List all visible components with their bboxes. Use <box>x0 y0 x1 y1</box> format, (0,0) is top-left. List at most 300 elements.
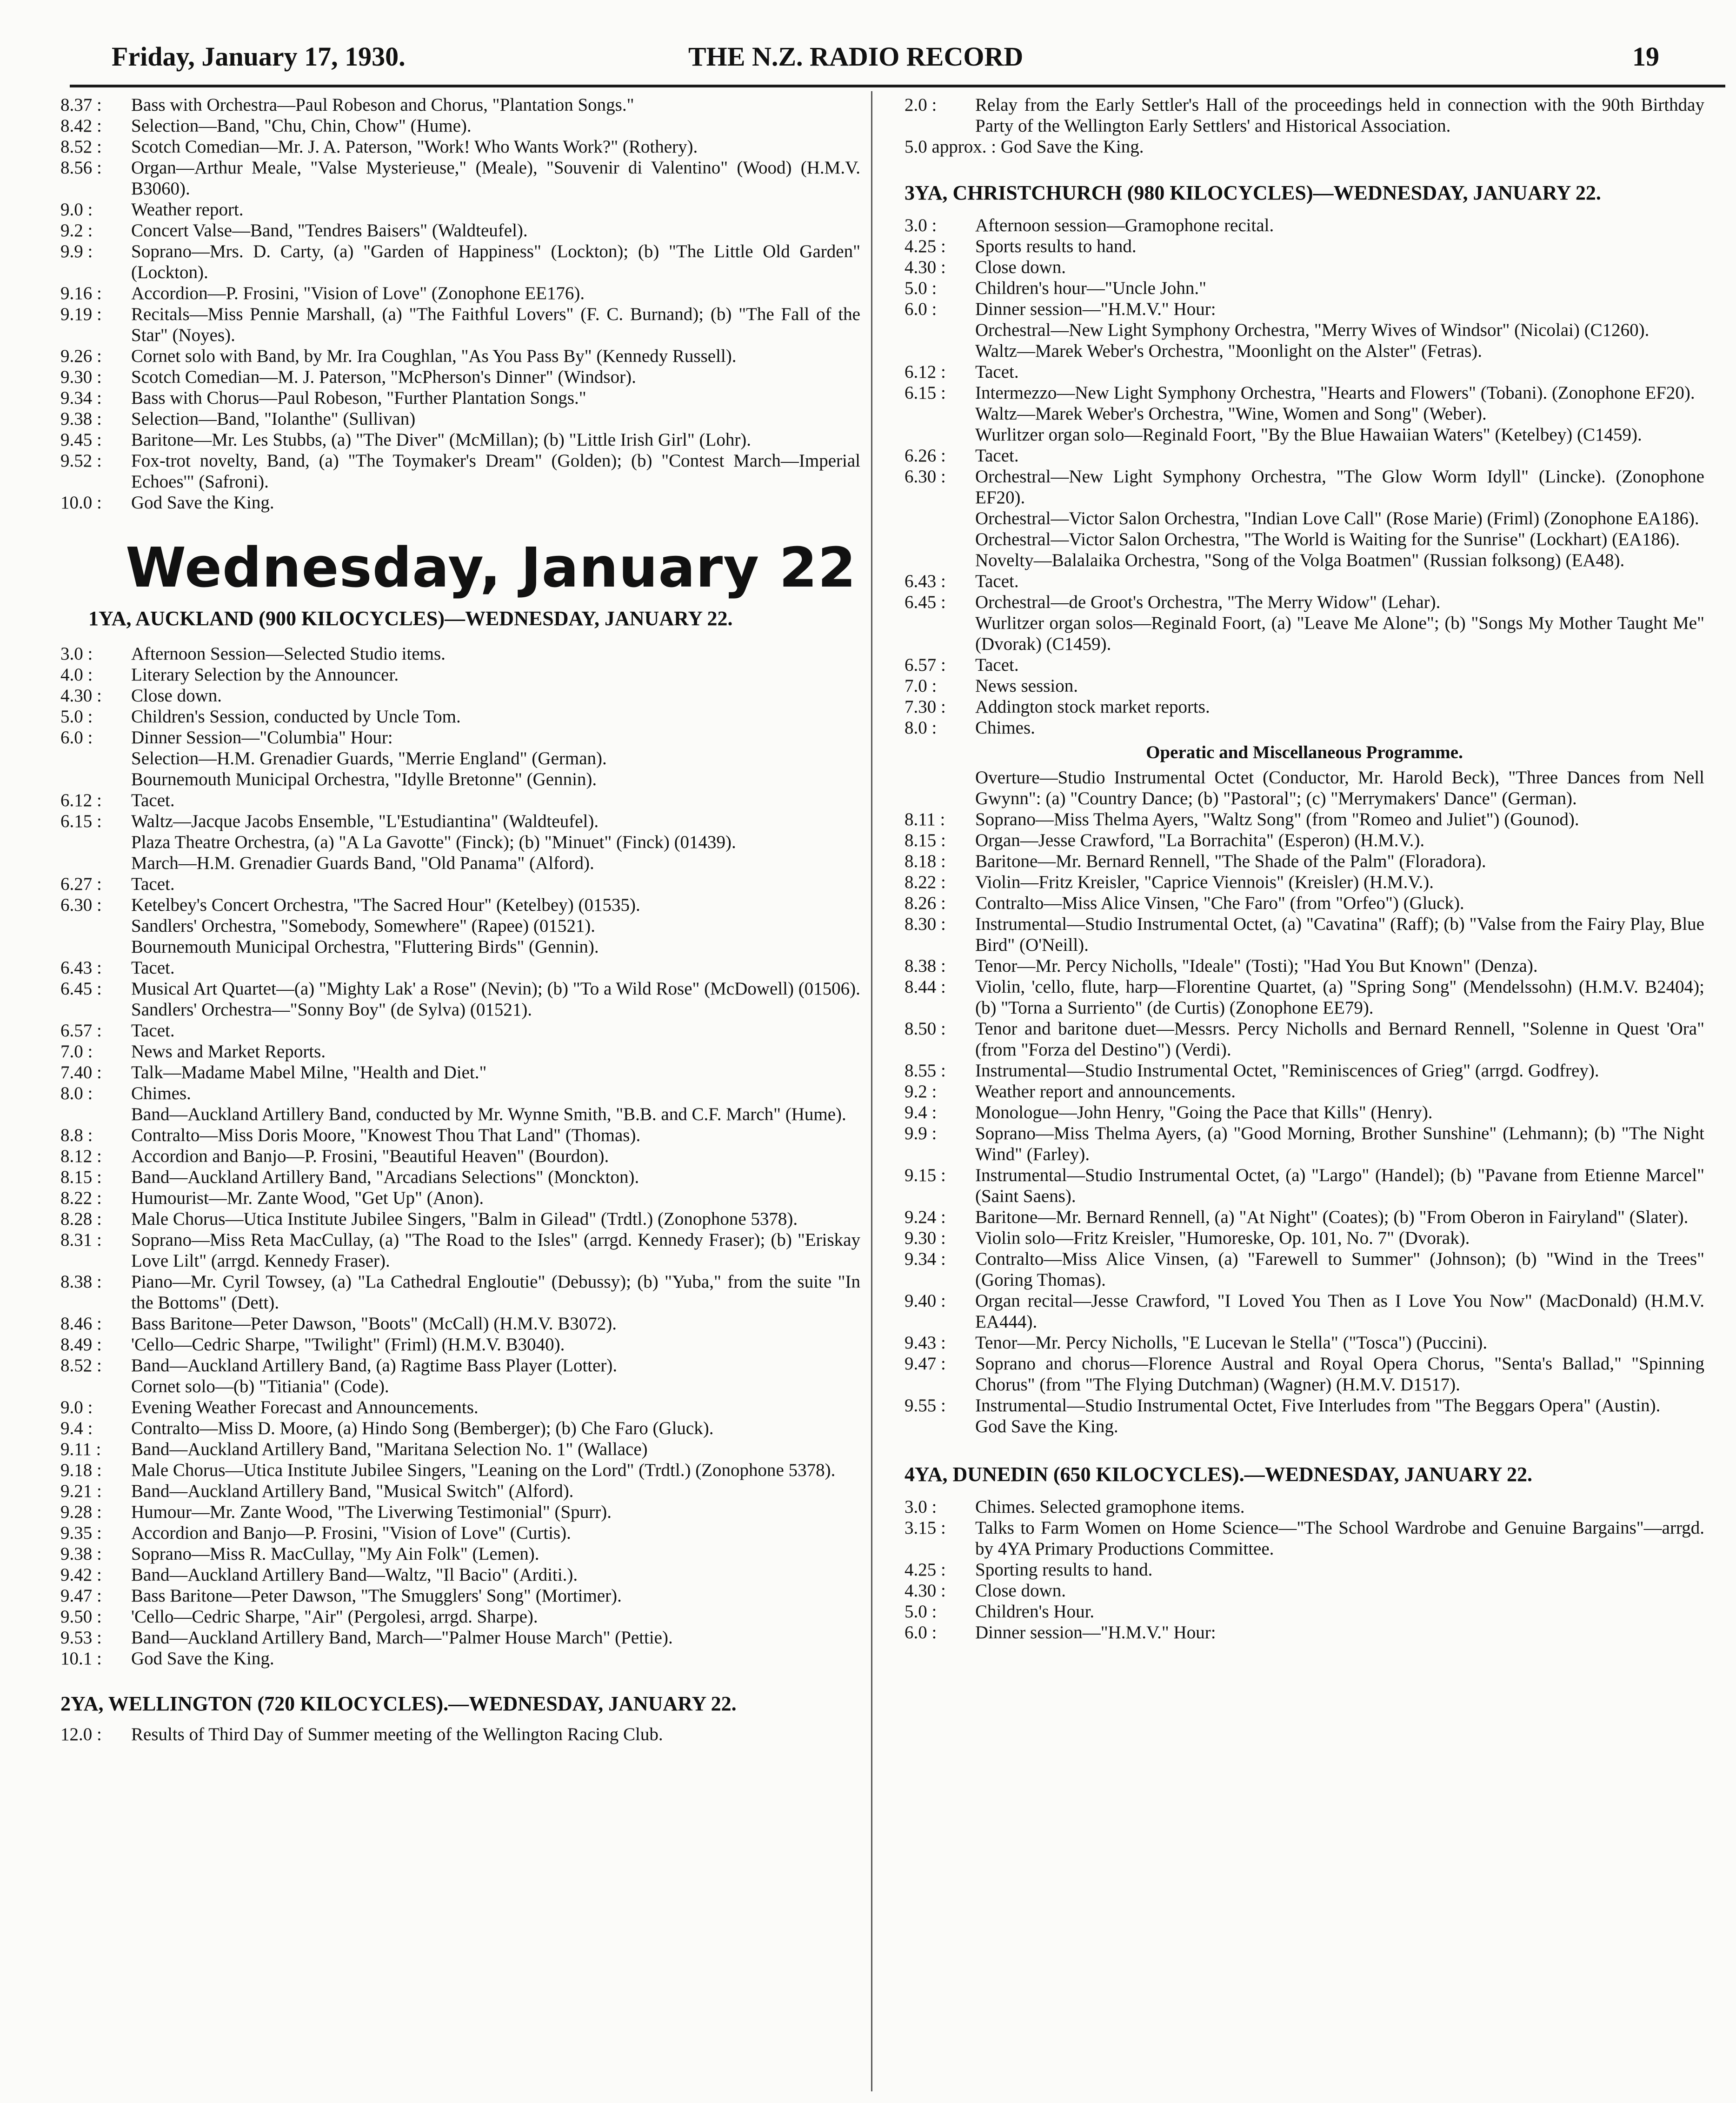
entry-description: Addington stock market reports. <box>975 697 1210 717</box>
programme-entry <box>905 382 1704 403</box>
entry-description: News session. <box>975 676 1078 696</box>
entry-time: 6.12 : <box>905 362 946 382</box>
entry-time: 6.57 : <box>60 1021 102 1041</box>
entry-time: 9.30 : <box>60 367 102 387</box>
programme-entry <box>60 790 860 811</box>
programme-entry <box>60 1397 860 1418</box>
entry-time: 8.49 : <box>60 1335 102 1355</box>
programme-entry <box>60 1083 860 1104</box>
programme-entry <box>905 696 1704 717</box>
entry-description: Waltz—Marek Weber's Orchestra, "Moonlight on the Alster" (Fetras). <box>975 341 1483 361</box>
entry-time: 9.9 : <box>905 1123 937 1143</box>
entry-time: 9.28 : <box>60 1502 102 1522</box>
entry-time: 6.30 : <box>905 467 946 487</box>
entry-time: 9.2 : <box>60 220 93 240</box>
programme-entry <box>905 361 1704 382</box>
programme-entry <box>905 466 1704 508</box>
entry-description: Close down. <box>975 1581 1066 1601</box>
entry-description: Orchestral—New Light Symphony Orchestra, "Merry Wives of Windsor" (Nicolai) (C1260). <box>975 320 1650 340</box>
entry-description: Tacet. <box>131 790 175 810</box>
entry-time: 6.26 : <box>905 446 946 466</box>
programme-entry <box>60 283 860 304</box>
programme-entry <box>60 1502 860 1522</box>
christchurch-heading: 3YA, CHRISTCHURCH (980 KILOCYCLES)—WEDNESDAY, JANUARY 22. <box>905 181 1601 204</box>
programme-entry <box>905 976 1704 1018</box>
entry-time: 9.21 : <box>60 1481 102 1501</box>
entry-time: 9.18 : <box>60 1460 102 1480</box>
entry-description: Cornet solo—(b) "Titiania" (Code). <box>131 1376 389 1396</box>
entry-description: Fox-trot novelty, Band, (a) "The Toymaker's Dream" (Golden); (b) "Contest March—Imperial Echoes'" (Safroni). <box>131 451 860 492</box>
programme-entry <box>905 278 1704 299</box>
entry-time: 9.19 : <box>60 304 102 324</box>
entry-description: Baritone—Mr. Bernard Rennell, (a) "At Night" (Coates); (b) "From Oberon in Fairyland" (Slater). <box>975 1207 1689 1227</box>
programme-entry <box>60 346 860 367</box>
entry-time: 8.15 : <box>60 1167 102 1187</box>
programme-entry <box>60 1543 860 1564</box>
entry-description: God Save the King. <box>975 1416 1118 1436</box>
entry-description: Violin—Fritz Kreisler, "Caprice Viennois" (Kreisler) (H.M.V.). <box>975 872 1434 892</box>
entry-description: Wurlitzer organ solo—Reginald Foort, "By the Blue Hawaiian Waters" (Ketelbey) (C1459). <box>975 425 1642 445</box>
programme-entry <box>905 830 1704 851</box>
entry-description: Instrumental—Studio Instrumental Octet, (a) "Cavatina" (Raff); (b) "Valse from the Fairy Play, Blue Bird" (O'Neill). <box>975 914 1704 955</box>
entry-time: 4.30 : <box>905 1581 946 1601</box>
entry-time: 10.0 : <box>60 493 102 513</box>
programme-entry <box>60 408 860 429</box>
entry-time <box>60 853 131 874</box>
entry-time: 9.38 : <box>60 1544 102 1564</box>
entry-time: 9.34 : <box>905 1249 946 1269</box>
entry-description: Orchestral—Victor Salon Orchestra, "Indian Love Call" (Rose Marie) (Friml) (Zonophone EA186). <box>975 508 1699 528</box>
christchurch-subheading: Operatic and Miscellaneous Programme. <box>1146 742 1463 762</box>
entry-time: 9.16 : <box>60 283 102 303</box>
entry-description: Baritone—Mr. Bernard Rennell, "The Shade of the Palm" (Floradora). <box>975 851 1486 871</box>
programme-entry <box>60 115 860 136</box>
entry-time <box>60 936 131 957</box>
entry-time: 9.55 : <box>905 1395 946 1415</box>
programme-entry <box>60 1313 860 1334</box>
programme-entry <box>905 1622 1704 1643</box>
entry-description: Sporting results to hand. <box>975 1560 1153 1580</box>
wellington-close: 5.0 approx. : God Save the King. <box>905 137 1144 157</box>
entry-time: 6.0 : <box>905 299 937 319</box>
entry-time: 9.4 : <box>60 1418 93 1438</box>
entry-description: Soprano—Miss R. MacCullay, "My Ain Folk" (Lemen). <box>131 1544 539 1564</box>
entry-time: 4.25 : <box>905 1560 946 1580</box>
entry-description: Contralto—Miss Alice Vinsen, (a) "Farewell to Summer" (Johnson); (b) "Wind in the Trees" (Goring Thomas). <box>975 1249 1704 1290</box>
entry-time <box>905 340 975 361</box>
programme-entry <box>905 1496 1704 1517</box>
programme-entry <box>905 257 1704 278</box>
entry-description: Monologue—John Henry, "Going the Pace that Kills" (Henry). <box>975 1102 1433 1122</box>
entry-description: Soprano—Mrs. D. Carty, (a) "Garden of Happiness" (Lockton); (b) "The Little Old Garden" (Lockton). <box>131 241 860 282</box>
programme-entry <box>60 853 860 874</box>
programme-entry <box>60 1606 860 1627</box>
entry-description: Instrumental—Studio Instrumental Octet, "Reminiscences of Grieg" (arrgd. Godfrey). <box>975 1061 1599 1081</box>
entry-description: Recitals—Miss Pennie Marshall, (a) "The Faithful Lovers" (F. C. Burnand); (b) "The Fall of the Star" (Noyes). <box>131 304 860 345</box>
programme-entry <box>60 895 860 915</box>
entry-time <box>905 320 975 340</box>
entry-time: 6.15 : <box>60 811 102 831</box>
entry-description: Instrumental—Studio Instrumental Octet, (a) "Largo" (Handel); (b) "Pavane from Etienne Marcel" (Saint Saens). <box>975 1165 1704 1206</box>
programme-entry <box>905 1353 1704 1395</box>
programme-entry <box>905 717 1704 738</box>
programme-entry <box>60 1208 860 1229</box>
programme-entry <box>905 767 1704 809</box>
entry-time: 7.40 : <box>60 1062 102 1082</box>
programme-entry <box>60 1460 860 1481</box>
entry-time <box>905 550 975 571</box>
programme-entry <box>905 571 1704 592</box>
entry-description: Baritone—Mr. Les Stubbs, (a) "The Diver" (McMillan); (b) "Little Irish Girl" (Lohr). <box>131 430 752 450</box>
programme-entry <box>60 1481 860 1502</box>
entry-time: 9.4 : <box>905 1102 937 1122</box>
programme-entry <box>60 1062 860 1083</box>
programme-entry <box>60 874 860 895</box>
entry-time: 9.15 : <box>905 1165 946 1185</box>
entry-time: 8.38 : <box>60 1272 102 1292</box>
programme-entry <box>905 508 1704 529</box>
entry-time: 5.0 : <box>905 278 937 298</box>
programme-entry <box>60 367 860 387</box>
programme-entry <box>60 936 860 957</box>
entry-description: Selection—H.M. Grenadier Guards, "Merrie England" (German). <box>131 748 607 768</box>
entry-time: 8.56 : <box>60 158 102 178</box>
entry-description: Bass Baritone—Peter Dawson, "Boots" (McCall) (H.M.V. B3072). <box>131 1314 617 1334</box>
entry-description: Soprano—Miss Reta MacCullay, (a) "The Road to the Isles" (arrgd. Kennedy Fraser); (b) "Eriskay Love Lilt" (arrgd. Kennedy Fraser). <box>131 1230 860 1271</box>
entry-time <box>60 1376 131 1397</box>
page-number: 19 <box>1632 41 1659 72</box>
entry-time: 6.43 : <box>905 571 946 591</box>
publication-title: THE N.Z. RADIO RECORD <box>688 41 1024 72</box>
programme-entry <box>60 706 860 727</box>
entry-description: Orchestral—de Groot's Orchestra, "The Merry Widow" (Lehar). <box>975 592 1441 612</box>
programme-entry <box>905 914 1704 955</box>
programme-entry <box>905 1228 1704 1248</box>
programme-entry <box>60 915 860 936</box>
entry-time: 8.50 : <box>905 1019 946 1039</box>
programme-entry <box>905 613 1704 654</box>
programme-entry <box>905 809 1704 830</box>
entry-description: Sandlers' Orchestra, "Somebody, Somewhere" (Rapee) (01521). <box>131 916 596 936</box>
programme-entry <box>905 1517 1704 1559</box>
programme-entry <box>60 1229 860 1271</box>
entry-time: 5.0 : <box>60 707 93 727</box>
entry-time: 6.45 : <box>905 592 946 612</box>
entry-time <box>905 424 975 445</box>
programme-entry <box>60 157 860 199</box>
programme-entry <box>905 1580 1704 1601</box>
entry-time: 8.8 : <box>60 1125 93 1145</box>
entry-time: 6.30 : <box>60 895 102 915</box>
entry-time: 6.43 : <box>60 958 102 978</box>
programme-entry <box>905 1416 1704 1437</box>
entry-description: Tenor—Mr. Percy Nicholls, "Ideale" (Tosti); "Had You But Known" (Denza). <box>975 956 1538 976</box>
entry-time: 2.0 : <box>905 95 937 115</box>
page-header <box>112 41 1708 78</box>
programme-entry <box>905 675 1704 696</box>
wellington-programme-cont <box>905 94 1704 136</box>
entry-description: Scotch Comedian—M. J. Paterson, "McPherson's Dinner" (Windsor). <box>131 367 636 387</box>
programme-entry <box>905 1395 1704 1416</box>
entry-description: Children's hour—"Uncle John." <box>975 278 1207 298</box>
entry-time: 6.45 : <box>60 979 102 999</box>
entry-description: Violin, 'cello, flute, harp—Florentine Quartet, (a) "Spring Song" (Mendelssohn) (H.M.V. B2404); (b) "Torna a Surriento" (de Curtis) (Zonophone EE79). <box>975 977 1704 1018</box>
entry-time: 3.0 : <box>905 1497 937 1517</box>
entry-description: Overture—Studio Instrumental Octet (Conductor, Mr. Harold Beck), "Three Dances from Nell Gwynn": (a) "Country Dance; (b) "Pastoral"; (c) "Merrymakers' Dance" (German). <box>975 768 1704 808</box>
entry-description: Violin solo—Fritz Kreisler, "Humoreske, Op. 101, No. 7" (Dvorak). <box>975 1228 1470 1248</box>
entry-time: 7.0 : <box>905 676 937 696</box>
christchurch-programme <box>905 215 1704 738</box>
programme-entry <box>905 215 1704 236</box>
entry-description: Organ recital—Jesse Crawford, "I Loved You Then as I Love You Now" (MacDonald) (H.M.V. EA444). <box>975 1291 1704 1332</box>
entry-description: Afternoon Session—Selected Studio items. <box>131 644 446 664</box>
programme-entry <box>60 199 860 220</box>
entry-time: 9.2 : <box>905 1082 937 1102</box>
entry-description: Contralto—Miss Doris Moore, "Knowest Thou That Land" (Thomas). <box>131 1125 641 1145</box>
entry-time: 8.0 : <box>905 718 937 738</box>
entry-description: Waltz—Marek Weber's Orchestra, "Wine, Women and Song" (Weber). <box>975 404 1487 424</box>
entry-description: Close down. <box>975 257 1066 277</box>
entry-description: Waltz—Jacque Jacobs Ensemble, "L'Estudiantina" (Waldteufel). <box>131 811 599 831</box>
entry-time: 9.24 : <box>905 1207 946 1227</box>
entry-time <box>905 1416 975 1437</box>
entry-description: Organ—Jesse Crawford, "La Borrachita" (Esperon) (H.M.V.). <box>975 830 1425 850</box>
entry-description: Ketelbey's Concert Orchestra, "The Sacred Hour" (Ketelbey) (01535). <box>131 895 640 915</box>
entry-description: Band—Auckland Artillery Band—Waltz, "Il Bacio" (Arditi.). <box>131 1565 578 1585</box>
entry-time: 8.22 : <box>905 872 946 892</box>
entry-description: Bournemouth Municipal Orchestra, "Fluttering Birds" (Gennin). <box>131 937 599 957</box>
entry-description: Contralto—Miss Alice Vinsen, "Che Faro" (from "Orfeo") (Gluck). <box>975 893 1464 913</box>
entry-description: Tacet. <box>975 655 1019 675</box>
entry-description: Male Chorus—Utica Institute Jubilee Singers, "Balm in Gilead" (Trdtl.) (Zonophone 5378). <box>131 1209 798 1229</box>
entry-time: 8.18 : <box>905 851 946 871</box>
entry-description: Weather report. <box>131 200 244 220</box>
entry-description: Band—Auckland Artillery Band, March—"Palmer House March" (Pettie). <box>131 1628 673 1648</box>
header-rule <box>70 85 1725 87</box>
programme-entry <box>60 957 860 978</box>
programme-entry <box>60 1104 860 1125</box>
entry-time: 8.37 : <box>60 95 102 115</box>
entry-time <box>905 403 975 424</box>
entry-description: Bass with Chorus—Paul Robeson, "Further Plantation Songs." <box>131 388 586 408</box>
entry-description: Plaza Theatre Orchestra, (a) "A La Gavotte" (Finck); (b) "Minuet" (Finck) (01439). <box>131 832 736 852</box>
entry-time: 9.35 : <box>60 1523 102 1543</box>
entry-description: Orchestral—Victor Salon Orchestra, "The World is Waiting for the Sunrise" (Lockhart) (EA186). <box>975 529 1680 549</box>
programme-entry <box>905 955 1704 976</box>
programme-entry <box>60 1418 860 1439</box>
entry-description: Bass with Orchestra—Paul Robeson and Chorus, "Plantation Songs." <box>131 95 634 115</box>
programme-entry <box>60 241 860 283</box>
entry-description: Dinner session—"H.M.V." Hour: <box>975 299 1216 319</box>
programme-entry <box>60 1627 860 1648</box>
programme-entry <box>60 1334 860 1355</box>
column-divider <box>871 91 872 2091</box>
entry-time <box>60 769 131 790</box>
entry-time: 8.12 : <box>60 1146 102 1166</box>
entry-time: 9.0 : <box>60 1397 93 1417</box>
entry-description: God Save the King. <box>131 1649 274 1669</box>
entry-description: Afternoon session—Gramophone recital. <box>975 215 1274 235</box>
entry-time: 8.38 : <box>905 956 946 976</box>
programme-entry <box>905 893 1704 914</box>
programme-entry <box>60 978 860 999</box>
entry-time: 9.40 : <box>905 1291 946 1311</box>
left-column <box>60 94 860 1745</box>
programme-entry <box>905 403 1704 424</box>
programme-entry <box>60 1376 860 1397</box>
programme-entry <box>60 727 860 748</box>
entry-description: Tacet. <box>131 958 175 978</box>
entry-description: News and Market Reports. <box>131 1041 326 1062</box>
entry-description: Wurlitzer organ solos—Reginald Foort, (a) "Leave Me Alone"; (b) "Songs My Mother Taught Me" (Dvorak) (C1459). <box>975 613 1704 654</box>
programme-entry <box>905 1123 1704 1165</box>
entry-time: 8.42 : <box>60 116 102 136</box>
programme-entry <box>60 1146 860 1167</box>
programme-entry <box>905 94 1704 136</box>
programme-entry <box>60 492 860 513</box>
entry-time: 8.15 : <box>905 830 946 850</box>
programme-entry <box>60 387 860 408</box>
entry-description: Soprano—Miss Thelma Ayers, (a) "Good Morning, Brother Sunshine" (Lehmann); (b) "The Night Wind" (Farley). <box>975 1123 1704 1164</box>
entry-time: 9.47 : <box>905 1354 946 1374</box>
programme-entry <box>60 1439 860 1460</box>
wellington-heading: 2YA, WELLINGTON (720 KILOCYCLES).—WEDNESDAY, JANUARY 22. <box>60 1692 737 1715</box>
entry-time: 8.22 : <box>60 1188 102 1208</box>
programme-entry <box>905 529 1704 550</box>
entry-description: 'Cello—Cedric Sharpe, "Air" (Pergolesi, arrgd. Sharpe). <box>131 1607 538 1627</box>
entry-time: 9.50 : <box>60 1607 102 1627</box>
entry-time: 8.52 : <box>60 1355 102 1375</box>
entry-description: Selection—Band, "Iolanthe" (Sullivan) <box>131 409 416 429</box>
entry-time <box>60 999 131 1020</box>
entry-description: Novelty—Balalaika Orchestra, "Song of the Volga Boatmen" (Russian folksong) (EA48). <box>975 550 1625 570</box>
programme-entry <box>60 832 860 853</box>
entry-time: 8.26 : <box>905 893 946 913</box>
programme-entry <box>60 769 860 790</box>
entry-description: Cornet solo with Band, by Mr. Ira Coughlan, "As You Pass By" (Kennedy Russell). <box>131 346 737 366</box>
programme-entry <box>60 643 860 664</box>
entry-description: Musical Art Quartet—(a) "Mighty Lak' a Rose" (Nevin); (b) "To a Wild Rose" (McDowell) (01506). <box>131 979 860 999</box>
programme-entry <box>905 654 1704 675</box>
entry-description: Tacet. <box>975 571 1019 591</box>
programme-entry <box>905 1102 1704 1123</box>
entry-time: 8.11 : <box>905 809 945 829</box>
programme-entry <box>60 1585 860 1606</box>
programme-entry <box>60 999 860 1020</box>
programme-entry <box>905 1290 1704 1332</box>
entry-time: 10.1 : <box>60 1649 102 1669</box>
entry-time: 9.26 : <box>60 346 102 366</box>
entry-description: Chimes. Selected gramophone items. <box>975 1497 1245 1517</box>
entry-time: 6.15 : <box>905 383 946 403</box>
day-heading: Wednesday, January 22 <box>126 535 857 600</box>
entry-time: 6.57 : <box>905 655 946 675</box>
programme-entry <box>60 220 860 241</box>
auckland-programme <box>60 643 860 1669</box>
programme-entry <box>905 320 1704 340</box>
programme-entry <box>905 1060 1704 1081</box>
programme-entry <box>60 304 860 346</box>
entry-description: Accordion and Banjo—P. Frosini, "Vision of Love" (Curtis). <box>131 1523 571 1543</box>
entry-description: Children's Hour. <box>975 1602 1095 1622</box>
programme-entry <box>905 592 1704 613</box>
programme-entry <box>60 1355 860 1376</box>
entry-description: Bass Baritone—Peter Dawson, "The Smugglers' Song" (Mortimer). <box>131 1586 622 1606</box>
entry-description: Chimes. <box>131 1083 191 1103</box>
entry-description: Chimes. <box>975 718 1035 738</box>
programme-entry <box>60 1167 860 1188</box>
entry-time: 9.45 : <box>60 430 102 450</box>
entry-time: 7.30 : <box>905 697 946 717</box>
programme-entry <box>60 1188 860 1208</box>
entry-description: 'Cello—Cedric Sharpe, "Twilight" (Friml) (H.M.V. B3040). <box>131 1335 565 1355</box>
entry-time: 9.43 : <box>905 1333 946 1353</box>
entry-description: Tenor and baritone duet—Messrs. Percy Nicholls and Bernard Rennell, "Solenne in Quest 'Ora" (from "Forza del Destino") (Verdi). <box>975 1019 1704 1060</box>
entry-description: Band—Auckland Artillery Band, conducted by Mr. Wynne Smith, "B.B. and C.F. March" (Hume). <box>131 1104 846 1124</box>
programme-entry <box>905 1601 1704 1622</box>
entry-time: 4.25 : <box>905 236 946 256</box>
programme-entry <box>905 1018 1704 1060</box>
entry-time: 5.0 : <box>905 1602 937 1622</box>
entry-time: 8.44 : <box>905 977 946 997</box>
programme-entry <box>905 236 1704 257</box>
programme-entry <box>60 1648 860 1669</box>
programme-entry <box>60 685 860 706</box>
entry-description: Humour—Mr. Zante Wood, "The Liverwing Testimonial" (Spurr). <box>131 1502 612 1522</box>
entry-time: 8.28 : <box>60 1209 102 1229</box>
programme-entry <box>60 1724 860 1745</box>
programme-entry <box>905 1165 1704 1207</box>
dunedin-programme <box>905 1496 1704 1643</box>
programme-entry <box>60 136 860 157</box>
entry-time: 3.15 : <box>905 1518 946 1538</box>
entry-time: 8.46 : <box>60 1314 102 1334</box>
entry-time: 9.0 : <box>60 200 93 220</box>
entry-time: 6.27 : <box>60 874 102 894</box>
dunedin-heading: 4YA, DUNEDIN (650 KILOCYCLES).—WEDNESDAY, JANUARY 22. <box>905 1463 1533 1486</box>
entry-time: 9.47 : <box>60 1586 102 1606</box>
issue-date: Friday, January 17, 1930. <box>112 41 406 72</box>
entry-description: Talks to Farm Women on Home Science—"The School Wardrobe and Genuine Bargains"—arrgd. by 4YA Primary Productions Committee. <box>975 1518 1704 1559</box>
entry-description: Dinner session—"H.M.V." Hour: <box>975 1622 1216 1642</box>
auckland-heading: 1YA, AUCKLAND (900 KILOCYCLES)—WEDNESDAY, JANUARY 22. <box>88 607 733 630</box>
tuesday-continued-list <box>60 94 860 513</box>
entry-time: 9.30 : <box>905 1228 946 1248</box>
entry-time: 8.30 : <box>905 914 946 934</box>
entry-time: 9.9 : <box>60 241 93 261</box>
entry-description: March—H.M. Grenadier Guards Band, "Old Panama" (Alford). <box>131 853 594 873</box>
entry-description: Tenor—Mr. Percy Nicholls, "E Lucevan le Stella" ("Tosca") (Puccini). <box>975 1333 1488 1353</box>
entry-time: 3.0 : <box>60 644 93 664</box>
entry-description: Accordion and Banjo—P. Frosini, "Beautiful Heaven" (Bourdon). <box>131 1146 609 1166</box>
entry-description: Weather report and announcements. <box>975 1082 1236 1102</box>
programme-entry <box>905 1207 1704 1228</box>
entry-description: Intermezzo—New Light Symphony Orchestra, "Hearts and Flowers" (Tobani). (Zonophone EF20). <box>975 383 1695 403</box>
wellington-programme-start <box>60 1724 860 1745</box>
entry-time: 9.38 : <box>60 409 102 429</box>
entry-time: 3.0 : <box>905 215 937 235</box>
right-column <box>905 94 1704 1643</box>
entry-description: Band—Auckland Artillery Band, (a) Ragtime Bass Player (Lotter). <box>131 1355 618 1375</box>
programme-entry <box>905 550 1704 571</box>
entry-description: Organ—Arthur Meale, "Valse Mysterieuse," (Meale), "Souvenir di Valentino" (Wood) (H.M.V. B3060). <box>131 158 860 199</box>
entry-description: Instrumental—Studio Instrumental Octet, Five Interludes from "The Beggars Opera" (Austin). <box>975 1395 1661 1415</box>
entry-description: Sandlers' Orchestra—"Sonny Boy" (de Sylva) (01521). <box>131 1000 532 1020</box>
programme-entry <box>60 1041 860 1062</box>
christchurch-evening-programme <box>905 767 1704 1437</box>
entry-time: 9.11 : <box>60 1439 101 1459</box>
programme-entry <box>60 1125 860 1146</box>
